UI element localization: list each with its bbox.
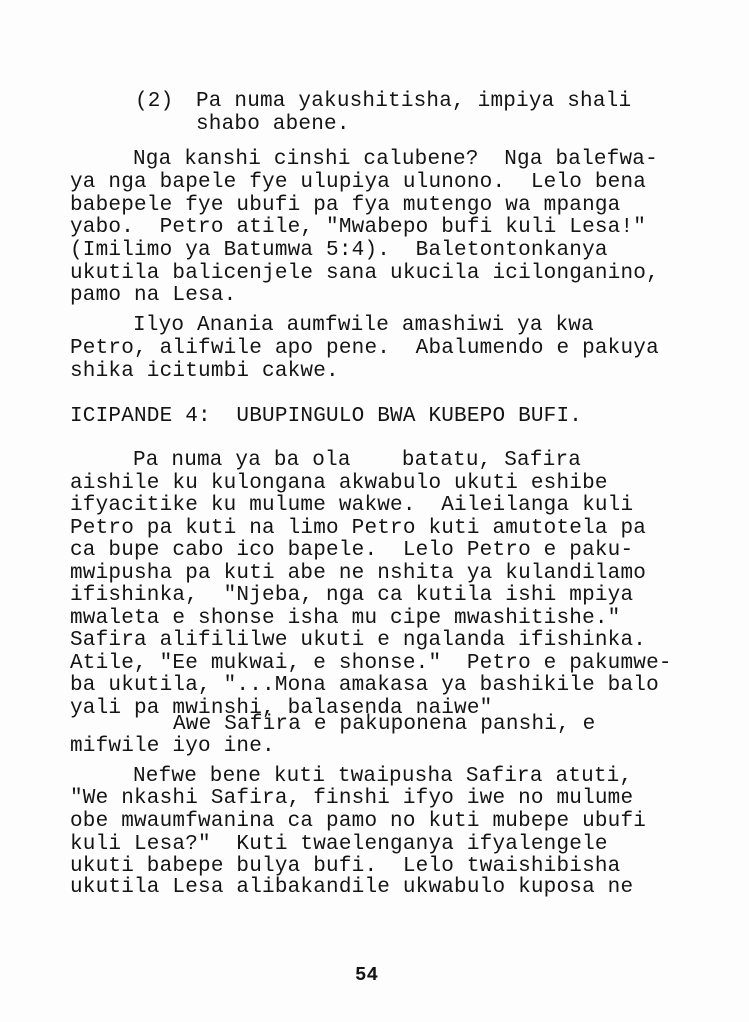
text-line: "We nkashi Safira, finshi ifyo iwe no mulume xyxy=(70,787,634,810)
text-line: ba ukutila, "...Mona amakasa ya bashikile balo xyxy=(70,674,659,697)
text-line: Atile, "Ee mukwai, e shonse." Petro e pakumwe- xyxy=(70,652,672,675)
text-line: pamo na Lesa. xyxy=(70,284,237,307)
text-line: (Imilimo ya Batumwa 5:4). Baletontonkanya xyxy=(70,239,608,262)
text-line: Petro, alifwile apo pene. Abalumendo e pakuya xyxy=(70,337,659,360)
page-number: 54 xyxy=(355,964,379,986)
text-line: aishile ku kulongana akwabulo ukuti eshibe xyxy=(70,472,608,495)
text-line: Nefwe bene kuti twaipusha Safira atuti, xyxy=(133,765,633,788)
text-line: ca bupe cabo ico bapele. Lelo Petro e paku- xyxy=(70,539,634,562)
text-line: kuli Lesa?" Kuti twaelenganya ifyalengele xyxy=(70,833,608,856)
text-line: Ilyo Anania aumfwile amashiwi ya kwa xyxy=(133,314,594,337)
list-item-number: (2) xyxy=(135,90,174,113)
text-line: ukutila Lesa alibakandile ukwabulo kuposa ne xyxy=(70,876,634,899)
text-line: ukuti babepe bulya bufi. Lelo twaishibisha xyxy=(70,855,621,878)
text-line: shika icitumbi cakwe. xyxy=(70,360,339,383)
text-line: Pa numa yakushitisha, impiya shali xyxy=(196,90,632,113)
text-line: Petro pa kuti na limo Petro kuti amutotela pa xyxy=(70,517,647,540)
text-line: mifwile iyo ine. xyxy=(70,735,275,758)
text-line: babepele fye ubufi pa fya mutengo wa mpanga xyxy=(70,194,621,217)
text-line: yali pa mwinshi, balasenda naiwe" xyxy=(70,697,493,720)
text-line: mwipusha pa kuti abe ne nshita ya kulandilamo xyxy=(70,562,647,585)
text-line: ifyacitike ku mulume wakwe. Aileilanga kuli xyxy=(70,494,634,517)
text-line: Safira alifililwe ukuti e ngalanda ifishinka. xyxy=(70,629,647,652)
text-line: ya nga bapele fye ulupiya ulunono. Lelo bena xyxy=(70,171,647,194)
text-line: Pa numa ya ba ola batatu, Safira xyxy=(133,449,582,472)
text-line: yabo. Petro atile, "Mwabepo bufi kuli Lesa!" xyxy=(70,216,647,239)
text-line: ifishinka, "Njeba, nga ca kutila ishi mpiya xyxy=(70,584,634,607)
section-heading: ICIPANDE 4: UBUPINGULO BWA KUBEPO BUFI. xyxy=(70,405,583,428)
text-line: obe mwaumfwanina ca pamo no kuti mubepe ubufi xyxy=(70,810,647,833)
text-line: mwaleta e shonse isha mu cipe mwashitishe." xyxy=(70,607,621,630)
text-line: Awe Safira e pakuponena panshi, e xyxy=(173,713,596,736)
text-line: Nga kanshi cinshi calubene? Nga balefwa- xyxy=(133,148,658,171)
text-line: shabo abene. xyxy=(196,113,350,136)
text-line: ukutila balicenjele sana ukucila icilonganino, xyxy=(70,262,659,285)
